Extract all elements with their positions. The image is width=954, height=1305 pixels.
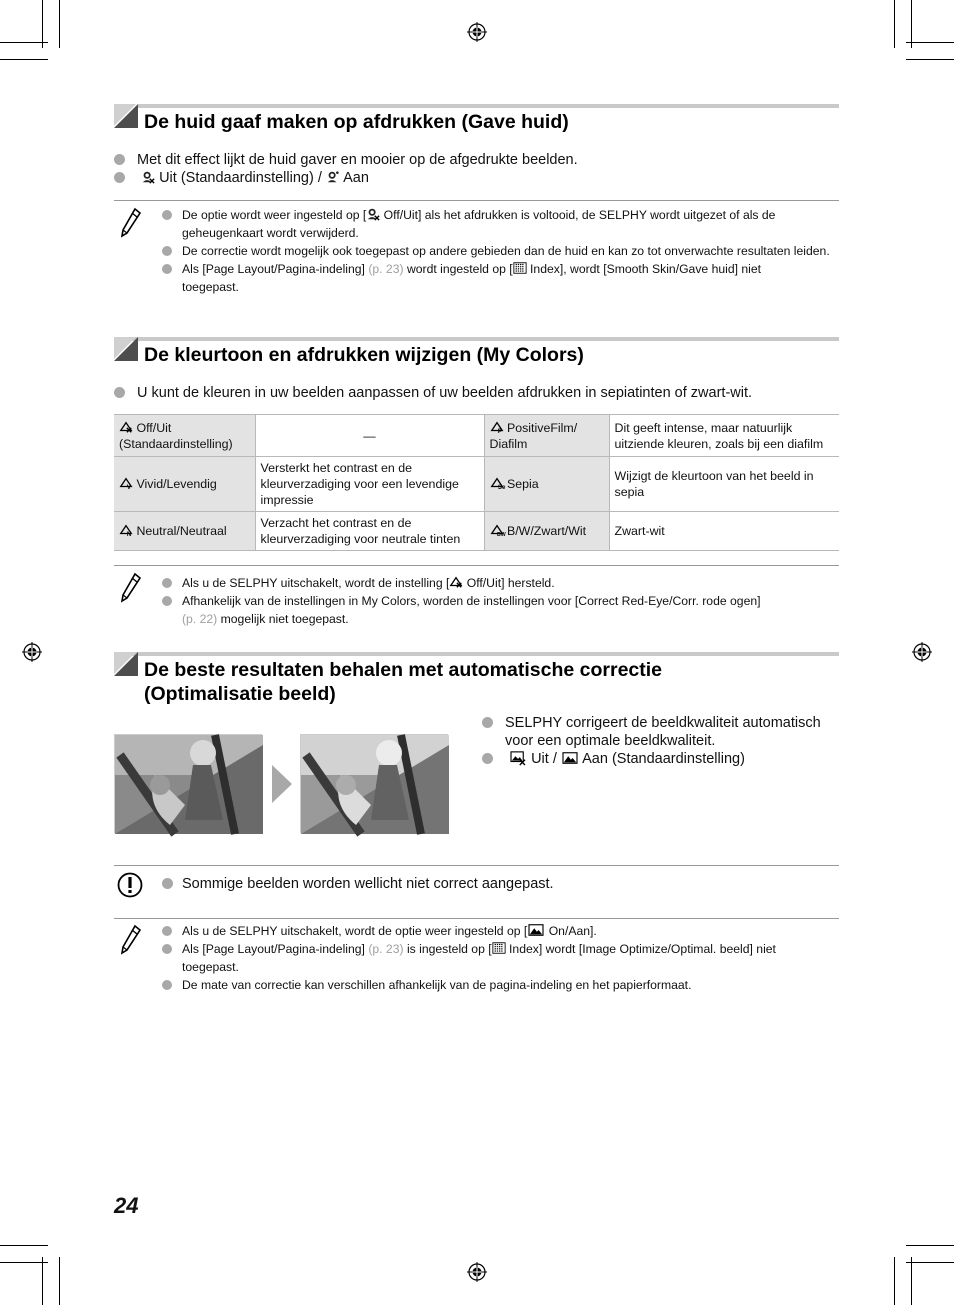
list-item: Sommige beelden worden wellicht niet correct aangepast.	[162, 875, 554, 893]
table-cell: Zwart-wit	[609, 512, 839, 551]
my-colors-table	[114, 414, 839, 551]
section-marker-icon	[114, 652, 138, 676]
crop-mark	[894, 0, 895, 48]
my-colors-off-icon	[119, 420, 133, 434]
my-colors-bw-icon	[490, 523, 504, 537]
table-cell: Se Sepia	[484, 457, 609, 512]
table-cell: Versterkt het contrast en de kleurverzadiging voor een levendige impressie	[255, 457, 484, 512]
before-photo	[114, 734, 262, 833]
table-cell: Wijzigt de kleurtoon van het beeld in sepia	[609, 457, 839, 512]
my-colors-neutral-icon	[119, 523, 133, 537]
list-item: De optie wordt weer ingesteld op [ Off/Uit] als het afdrukken is voltooid, de SELPHY wordt uitgezet of als de geheugenkaart wordt verwijderd.	[162, 206, 832, 242]
table-cell: V Vivid/Levendig	[114, 457, 255, 512]
smooth-skin-off-icon	[366, 207, 380, 221]
section-title: De beste resultaten behalen met automatische correctie (Optimalisatie beeld)	[144, 659, 663, 705]
crop-mark	[911, 1257, 912, 1305]
index-layout-icon	[492, 941, 506, 955]
list-item: Als [Page Layout/Pagina-indeling] (p. 23) wordt ingesteld op [ Index], wordt [Smooth Skin/Gave huid] niet toegepast.	[162, 260, 832, 296]
smooth-skin-on-icon	[326, 170, 340, 184]
table-cell: Dit geeft intense, maar natuurlijk uitziende kleuren, zoals bij een diafilm	[609, 415, 839, 457]
note-box	[114, 200, 839, 320]
section-title: De huid gaaf maken op afdrukken (Gave huid)	[144, 111, 569, 133]
crop-mark	[906, 42, 954, 43]
crop-mark	[0, 59, 48, 60]
index-layout-icon	[513, 261, 527, 275]
registration-mark-icon	[467, 22, 487, 42]
list-item: Uit (Standaardinstelling) / Aan	[114, 169, 369, 187]
crop-mark	[42, 1257, 43, 1305]
crop-mark	[59, 1257, 60, 1305]
table-row	[114, 512, 839, 551]
my-colors-sepia-icon	[490, 476, 504, 490]
page-reference: (p. 23)	[368, 942, 404, 956]
section-header	[114, 104, 839, 134]
image-optimize-on-icon	[527, 923, 545, 937]
list-item: Als u de SELPHY uitschakelt, wordt de optie weer ingesteld op [ On/Aan].	[162, 922, 832, 940]
after-photo	[300, 734, 448, 833]
svg-text:P: P	[497, 427, 502, 435]
crop-mark	[906, 1262, 954, 1263]
crop-mark	[911, 0, 912, 48]
page-reference: (p. 23)	[368, 262, 404, 276]
section-marker-icon	[114, 337, 138, 361]
svg-text:Se: Se	[497, 484, 505, 492]
page-reference: (p. 22)	[182, 612, 218, 626]
crop-mark	[894, 1257, 895, 1305]
table-cell: Verzacht het contrast en de kleurverzadiging voor neutrale tinten	[255, 512, 484, 551]
image-optimize-on-icon	[561, 751, 579, 765]
section-header	[114, 652, 839, 706]
list-item: SELPHY corrigeert de beeldkwaliteit automatisch voor een optimale beeldkwaliteit.	[482, 714, 842, 750]
table-cell: Off/Uit (Standaardinstelling)	[114, 415, 255, 457]
crop-mark	[0, 1262, 48, 1263]
crop-mark	[42, 0, 43, 48]
registration-mark-icon	[467, 1262, 487, 1282]
list-item: De correctie wordt mogelijk ook toegepast op andere gebieden dan de huid en kan zo tot onverwachte resultaten leiden.	[162, 242, 832, 260]
arrow-right-icon	[272, 765, 292, 803]
pencil-note-icon	[120, 924, 142, 956]
pencil-note-icon	[120, 207, 142, 239]
pencil-note-icon	[120, 572, 142, 604]
list-item: U kunt de kleuren in uw beelden aanpassen of uw beelden afdrukken in sepiatinten of zwart-wit.	[114, 384, 752, 402]
table-cell: —	[255, 415, 484, 457]
table-row	[114, 415, 839, 457]
table-cell: N Neutral/Neutraal	[114, 512, 255, 551]
image-optimize-off-icon	[509, 751, 527, 765]
section-header	[114, 337, 839, 367]
my-colors-vivid-icon	[119, 476, 133, 490]
caution-box	[114, 865, 839, 919]
svg-text:V: V	[126, 484, 131, 492]
registration-mark-icon	[22, 642, 42, 662]
list-item: Afhankelijk van de instellingen in My Colors, worden de instellingen voor [Correct Red-Eye/Corr. rode ogen] (p. 22) mogelijk niet toegepast.	[162, 592, 832, 628]
crop-mark	[0, 1245, 48, 1246]
table-row	[114, 457, 839, 512]
crop-mark	[906, 59, 954, 60]
caution-icon	[117, 872, 143, 898]
page-number: 24	[114, 1193, 139, 1218]
list-item: Uit / Aan (Standaardinstelling)	[482, 750, 842, 768]
list-item: Als [Page Layout/Pagina-indeling] (p. 23) is ingesteld op [ Index] wordt [Image Optimize/Optimal. beeld] niet toegepast.	[162, 940, 832, 976]
list-item: Met dit effect lijkt de huid gaver en mooier op de afgedrukte beelden.	[114, 151, 578, 169]
section-marker-icon	[114, 104, 138, 128]
crop-mark	[59, 0, 60, 48]
list-item: Als u de SELPHY uitschakelt, wordt de instelling [ Off/Uit] hersteld.	[162, 574, 832, 592]
table-cell: BW B/W/Zwart/Wit	[484, 512, 609, 551]
note-box	[114, 918, 839, 998]
svg-text:N: N	[126, 531, 132, 539]
registration-mark-icon	[912, 642, 932, 662]
smooth-skin-off-icon	[141, 170, 155, 184]
section-title: De kleurtoon en afdrukken wijzigen (My Colors)	[144, 344, 584, 366]
note-box	[114, 565, 839, 633]
my-colors-positive-film-icon	[490, 420, 504, 434]
crop-mark	[0, 42, 48, 43]
list-item: De mate van correctie kan verschillen afhankelijk van de pagina-indeling en het papierformaat.	[162, 976, 832, 994]
my-colors-off-icon	[449, 575, 463, 589]
svg-text:BW: BW	[496, 532, 506, 539]
crop-mark	[906, 1245, 954, 1246]
table-cell: P PositiveFilm/ Diafilm	[484, 415, 609, 457]
